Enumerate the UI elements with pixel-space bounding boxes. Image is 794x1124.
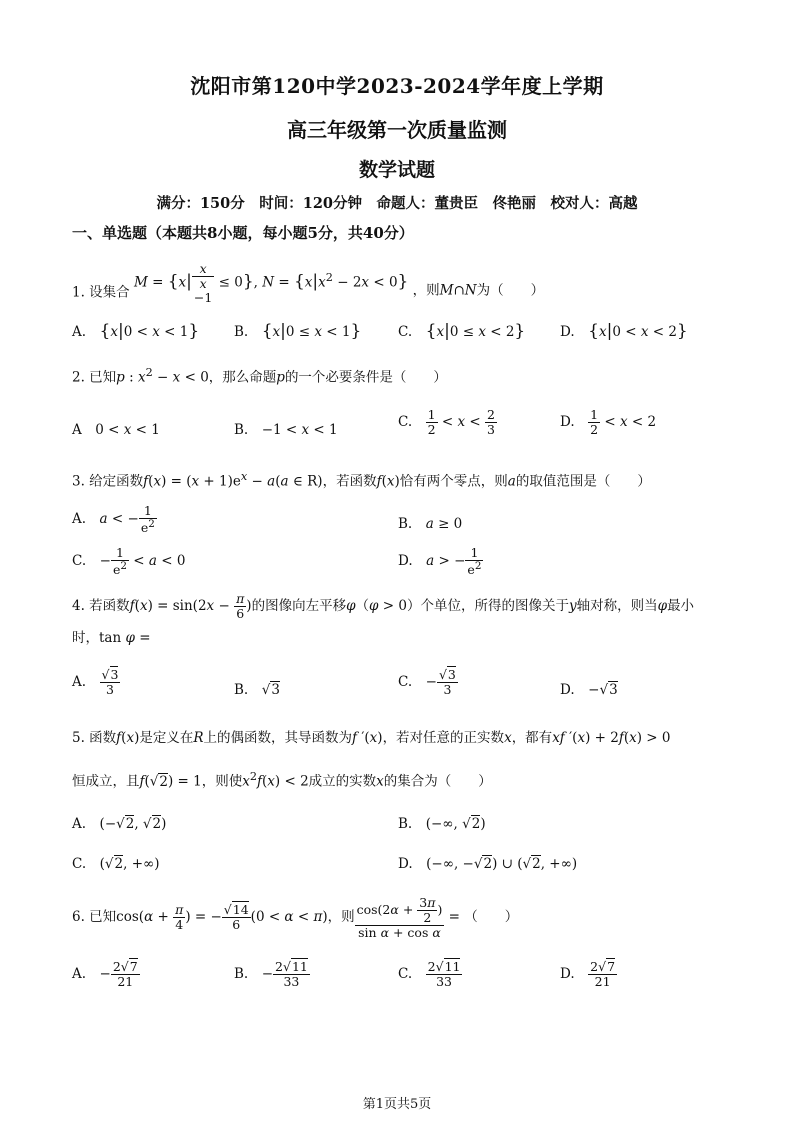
question-3-option-a: A. a < − $\frac{1}{e^2}$ xyxy=(72,503,155,535)
question-6-option-d: D. $\frac{2√7}{21}$ xyxy=(560,959,616,989)
question-5-option-a: A. (−√2, √2) xyxy=(72,816,167,832)
question-1-option-d: D. {x|0 < x < 2} xyxy=(560,321,688,341)
question-5-stem: 5. 函数f(x)是定义在R上的偶函数，其导函数为f ′(x)，若对任意的正实数x，都有xf ′(x) + 2f(x) > 0 xyxy=(72,730,671,746)
question-4-stem-line2: 时，tan φ = xyxy=(72,630,151,646)
question-4-stem: 4. 若函数f(x) = sin(2x − $\frac{\pi}{6}$ )的图像向左平移φ（φ > 0）个单位，所得的图像关于y轴对称，则当φ最小 xyxy=(72,591,695,621)
question-6-option-c: C. $\frac{2√11}{33}$ xyxy=(398,959,461,989)
question-1-stem: 1. 设集合 M = {x| x x −1 ≤ 0}, $N = \{x|x^2 - 2x < 0\}$ ，则M∩N为（ ） xyxy=(72,261,545,305)
question-1-option-c: C. {x|0 ≤ x < 2} xyxy=(398,321,526,341)
question-5-stem-line2: 恒成立，且f(√2) = 1，则使$x^2f(x) < 2$成立的实数x的集合为（ ） xyxy=(72,770,492,790)
question-3-option-c: C. − $\frac{1}{e^2}$ < a < 0 xyxy=(72,545,186,577)
question-3-option-d: D. a > − $\frac{1}{e^2}$ xyxy=(398,545,482,577)
question-2-option-a: A 0 < x < 1 xyxy=(72,422,160,438)
question-4-option-b: B. √3 xyxy=(234,682,280,698)
section-title: 一、单选题（本题共8小题，每小题5分，共40分） xyxy=(72,224,414,242)
question-1-option-a: A. {x|0 < x < 1} xyxy=(72,321,200,341)
question-3-stem: 3. 给定函数$f(x) = (x + 1)e^x - a(a$ ∈ R)，若函数f(x)恰有两个零点，则a的取值范围是（ ） xyxy=(72,470,651,490)
question-2-stem: 2. 已知p : $x^2 - x < 0$，那么命题p的一个必要条件是（ ） xyxy=(72,366,447,386)
question-1-option-b: B. {x|0 ≤ x < 1} xyxy=(234,321,362,341)
question-4-option-d: D. −√3 xyxy=(560,682,618,698)
question-2-option-c: C. $\frac{1}{2}$ < x < $\frac{2}{3}$ xyxy=(398,407,495,437)
question-4-option-c: C. − $\frac{√3}{3}$ xyxy=(398,667,456,697)
question-4-option-a: A. $\frac{√3}{3}$ xyxy=(72,667,119,697)
question-2-option-d: D. $\frac{1}{2}$ < x < 2 xyxy=(560,407,657,437)
question-2-option-b: B. −1 < x < 1 xyxy=(234,422,338,438)
exam-subject: 数学试题 xyxy=(358,159,435,181)
question-6-option-a: A. − $\frac{2√7}{21}$ xyxy=(72,959,138,989)
question-3-option-b: B. a ≥ 0 xyxy=(398,516,463,532)
question-5-option-c: C. (√2, +∞) xyxy=(72,856,160,872)
exam-meta-info: 满分：150分 时间：120分钟 命题人：董贵臣 佟艳丽 校对人：高越 xyxy=(156,195,638,212)
exam-school-title: 沈阳市第120中学2023-2024学年度上学期 xyxy=(190,74,604,98)
question-5-option-d: D. (−∞, −√2) ∪ (√2, +∞) xyxy=(398,856,578,872)
question-6-option-b: B. − $\frac{2√11}{33}$ xyxy=(234,959,308,989)
question-6-stem: 6. 已知cos(α + $\frac{\pi}{4}$ ) = − $\frac{√14}{6}$ (0 < α < π)，则 cos(2α + $\frac{3\pi}{2}$ ) sin α + cos α = （ ） xyxy=(72,895,519,940)
page-footer: 第1页共5页 xyxy=(362,1097,432,1112)
exam-subtitle: 高三年级第一次质量监测 xyxy=(287,118,507,142)
question-5-option-b: B. (−∞, √2) xyxy=(398,816,486,832)
